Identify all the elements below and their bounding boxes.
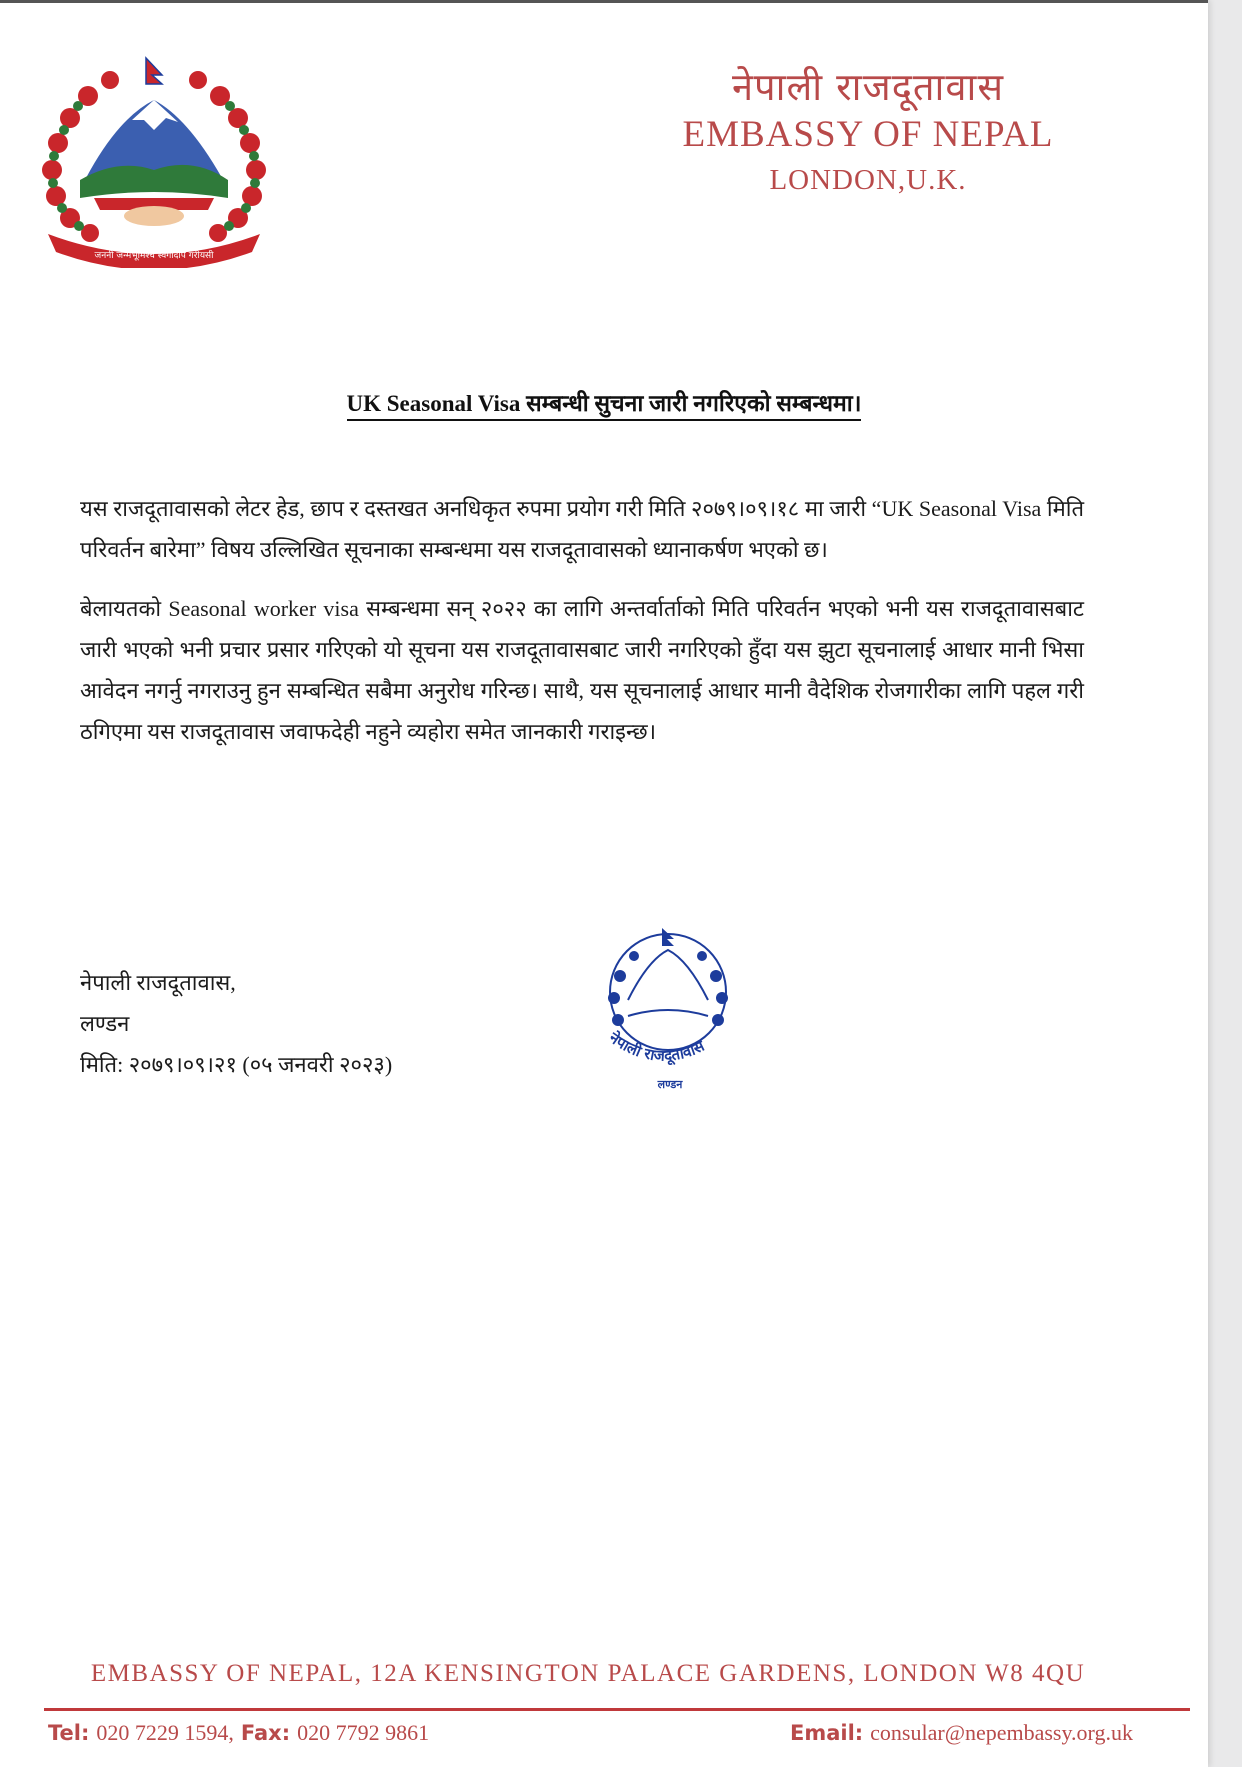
tel-label: Tel: <box>48 1721 90 1745</box>
paragraph-1: यस राजदूतावासको लेटर हेड, छाप र दस्तखत अनधिकृत रुपमा प्रयोग गरी मिति २०७९।०९।१८ मा जारी “UK Seasonal Visa मिति परिवर्तन बारेमा” विषय उल्लिखित सूचनाका सम्बन्धमा यस राजदूतावासको ध्यानाकर्षण भएको छ। <box>80 496 1084 562</box>
footer-rule <box>44 1708 1190 1711</box>
fax-label: Fax: <box>240 1721 291 1745</box>
stamp-text: नेपाली राजदूतावास <box>605 1028 708 1065</box>
notice-subject <box>0 386 1208 418</box>
svg-text:नेपाली राजदूतावास <box>605 1028 708 1066</box>
tel-number: 020 7229 1594, <box>96 1720 234 1745</box>
emblem-motto: जननी जन्मभूमिश्च स्वर्गादपि गरीयसी <box>94 251 214 261</box>
embassy-city: LONDON,U.K. <box>769 164 967 196</box>
stamp-city: लण्डन <box>657 1078 683 1091</box>
notice-body <box>80 488 1084 770</box>
issue-date: मिति: २०७९।०९।२१ (०५ जनवरी २०२३) <box>80 1052 393 1077</box>
signatory-name: नेपाली राजदूतावास, <box>80 970 236 995</box>
fax-number: 020 7792 9861 <box>297 1720 430 1745</box>
embassy-name-nepali: नेपाली राजदूतावास <box>731 65 1005 109</box>
signature-block <box>80 962 392 1085</box>
footer-contacts <box>48 1720 1133 1746</box>
top-edge-rule <box>0 0 1208 3</box>
email-label: Email: <box>789 1721 864 1745</box>
email-address: consular@nepembassy.org.uk <box>870 1720 1133 1745</box>
email-block <box>790 1720 1133 1746</box>
subject-text: UK Seasonal Visa सम्बन्धी सुचना जारी नगरिएको सम्बन्धमा। <box>347 391 862 421</box>
footer-address: EMBASSY OF NEPAL, 12A KENSINGTON PALACE GARDENS, LONDON W8 4QU <box>90 1660 1086 1687</box>
embassy-name-english: EMBASSY OF NEPAL <box>682 114 1054 155</box>
embassy-stamp-icon <box>588 920 748 1100</box>
signatory-city: लण्डन <box>80 1011 130 1036</box>
letterhead-title <box>608 62 1128 202</box>
paragraph-2: बेलायतको Seasonal worker visa सम्बन्धमा सन् २०२२ का लागि अन्तर्वार्ताको मिति परिवर्तन भएको भनी यस राजदूतावासबाट जारी भएको भनी प्रचार प्रसार गरिएको यो सूचना यस राजदूतावासबाट जारी नगरिएको हुँदा यस झुटा सूचनालाई आधार मानी भिसा आवेदन नगर्नु नगराउनु हुन सम्बन्धित सबैमा अनुरोध गरिन्छ। साथै, यस सूचनालाई आधार मानी वैदेशिक रोजगारीका लागि पहल गरी ठगिएमा यस राजदूतावास जवाफदेही नहुने व्यहोरा समेत जानकारी गराइन्छ। <box>80 596 1084 744</box>
nepal-emblem-icon <box>28 48 280 268</box>
phone-fax <box>48 1720 429 1746</box>
